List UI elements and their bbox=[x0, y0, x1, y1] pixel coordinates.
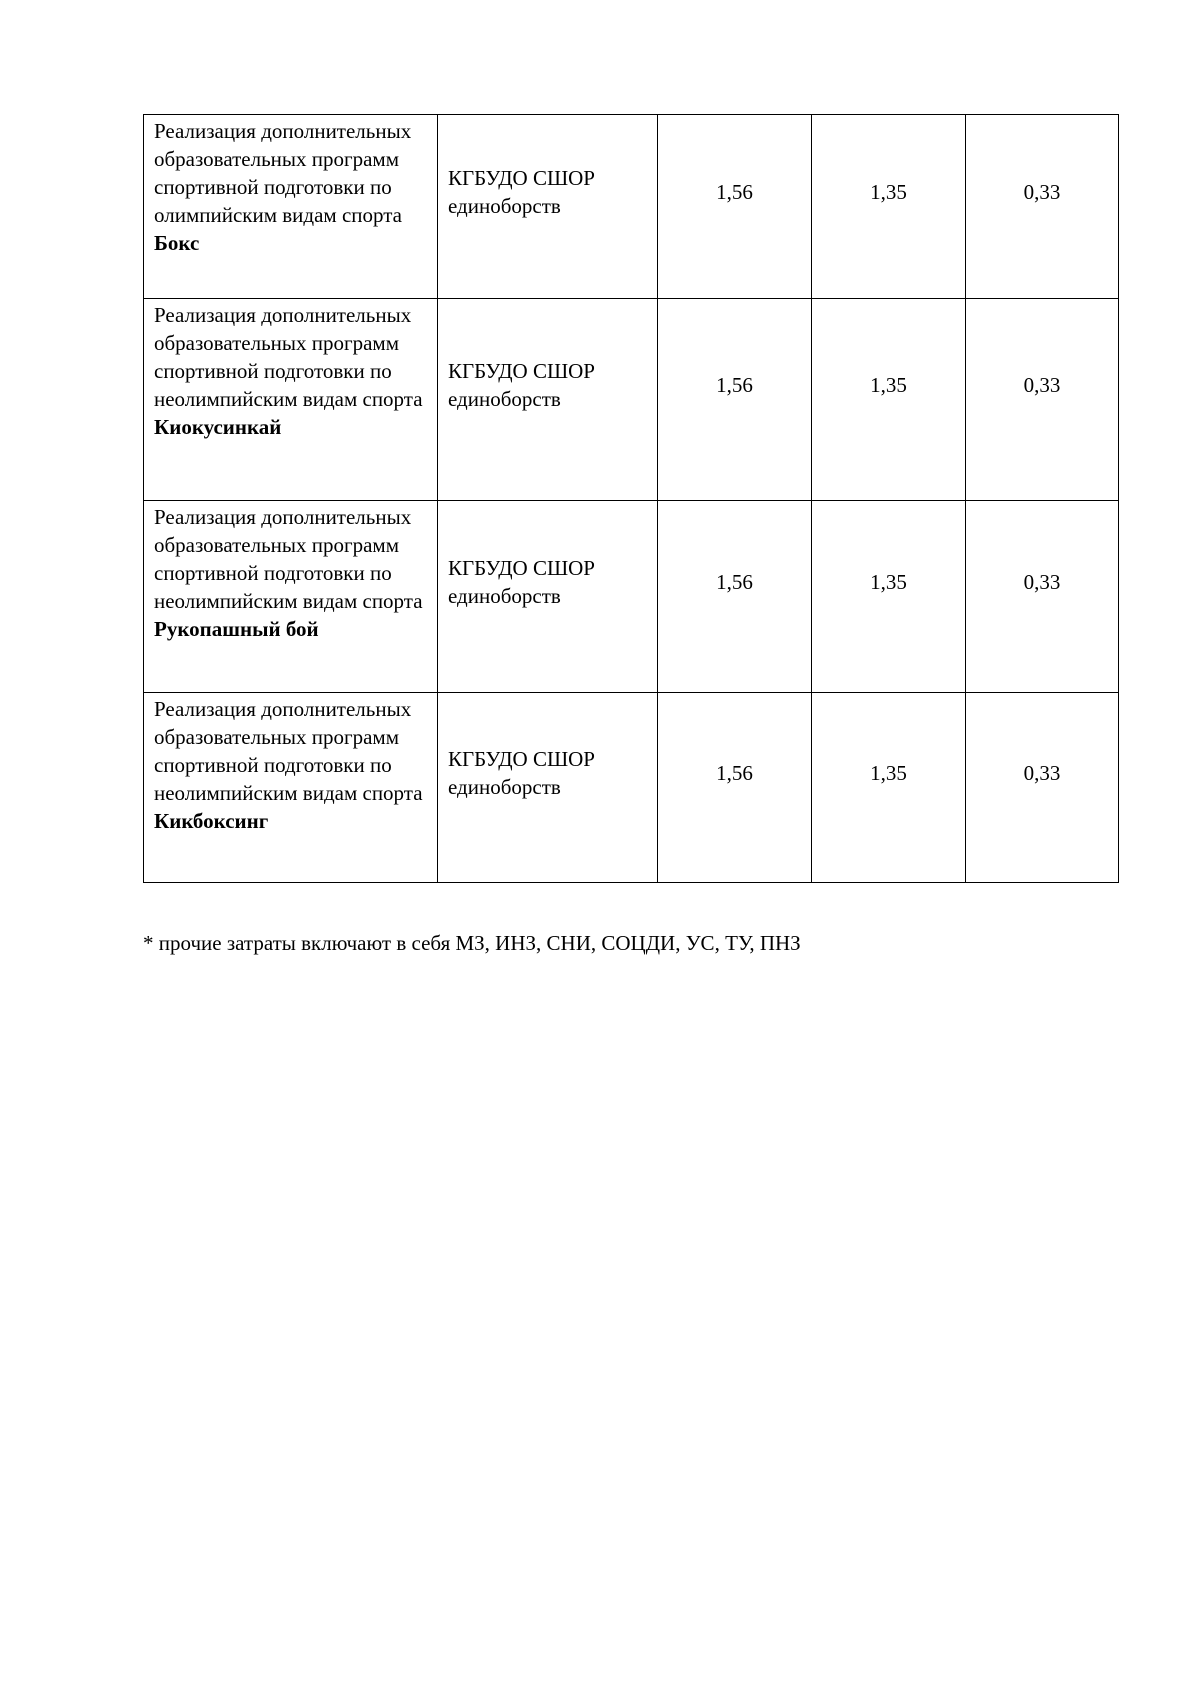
institution-cell bbox=[438, 299, 658, 501]
table-row bbox=[144, 299, 1119, 501]
value-2: 1,35 bbox=[870, 760, 907, 785]
value-2: 1,35 bbox=[870, 372, 907, 397]
sport-name: Кикбоксинг bbox=[154, 809, 269, 833]
services-table bbox=[143, 114, 1119, 883]
value-cell-1 bbox=[658, 693, 812, 883]
table-row bbox=[144, 693, 1119, 883]
institution-name: КГБУДО СШОР единоборств bbox=[448, 165, 595, 218]
value-3: 0,33 bbox=[1023, 179, 1061, 204]
service-description: Реализация дополнительных образовательных программ спортивной подготовки по олимпийским видам спорта bbox=[154, 119, 412, 227]
value-1: 1,56 bbox=[716, 372, 753, 397]
table-row bbox=[144, 501, 1119, 693]
service-name-cell bbox=[144, 693, 438, 883]
value-cell-3 bbox=[966, 693, 1119, 883]
value-3: 0,33 bbox=[1023, 372, 1061, 397]
value-2: 1,35 bbox=[870, 179, 907, 204]
sport-name: Киокусинкай bbox=[154, 415, 282, 439]
value-cell-1 bbox=[658, 299, 812, 501]
service-name-cell bbox=[144, 501, 438, 693]
value-1: 1,56 bbox=[716, 569, 753, 594]
institution-cell bbox=[438, 693, 658, 883]
sport-name: Рукопашный бой bbox=[154, 617, 319, 641]
service-name-cell bbox=[144, 299, 438, 501]
value-cell-3 bbox=[966, 501, 1119, 693]
table-row bbox=[144, 115, 1119, 299]
value-3: 0,33 bbox=[1023, 760, 1061, 785]
service-description: Реализация дополнительных образовательных программ спортивной подготовки по неолимпийским видам спорта bbox=[154, 505, 423, 613]
value-2: 1,35 bbox=[870, 569, 907, 594]
institution-name: КГБУДО СШОР единоборств bbox=[448, 358, 595, 411]
value-cell-1 bbox=[658, 501, 812, 693]
value-1: 1,56 bbox=[716, 760, 753, 785]
institution-cell bbox=[438, 115, 658, 299]
institution-name: КГБУДО СШОР единоборств bbox=[448, 555, 595, 608]
value-cell-2 bbox=[812, 501, 966, 693]
sport-name: Бокс bbox=[154, 231, 200, 255]
value-1: 1,56 bbox=[716, 179, 753, 204]
service-description: Реализация дополнительных образовательных программ спортивной подготовки по неолимпийским видам спорта bbox=[154, 697, 423, 805]
value-cell-2 bbox=[812, 115, 966, 299]
footnote: * прочие затраты включают в себя МЗ, ИНЗ, СНИ, СОЦДИ, УС, ТУ, ПНЗ bbox=[143, 931, 801, 955]
value-cell-1 bbox=[658, 115, 812, 299]
institution-cell bbox=[438, 501, 658, 693]
value-cell-2 bbox=[812, 299, 966, 501]
value-cell-2 bbox=[812, 693, 966, 883]
value-3: 0,33 bbox=[1023, 569, 1061, 594]
institution-name: КГБУДО СШОР единоборств bbox=[448, 746, 595, 799]
value-cell-3 bbox=[966, 299, 1119, 501]
service-name-cell bbox=[144, 115, 438, 299]
value-cell-3 bbox=[966, 115, 1119, 299]
service-description: Реализация дополнительных образовательных программ спортивной подготовки по неолимпийским видам спорта bbox=[154, 303, 423, 411]
